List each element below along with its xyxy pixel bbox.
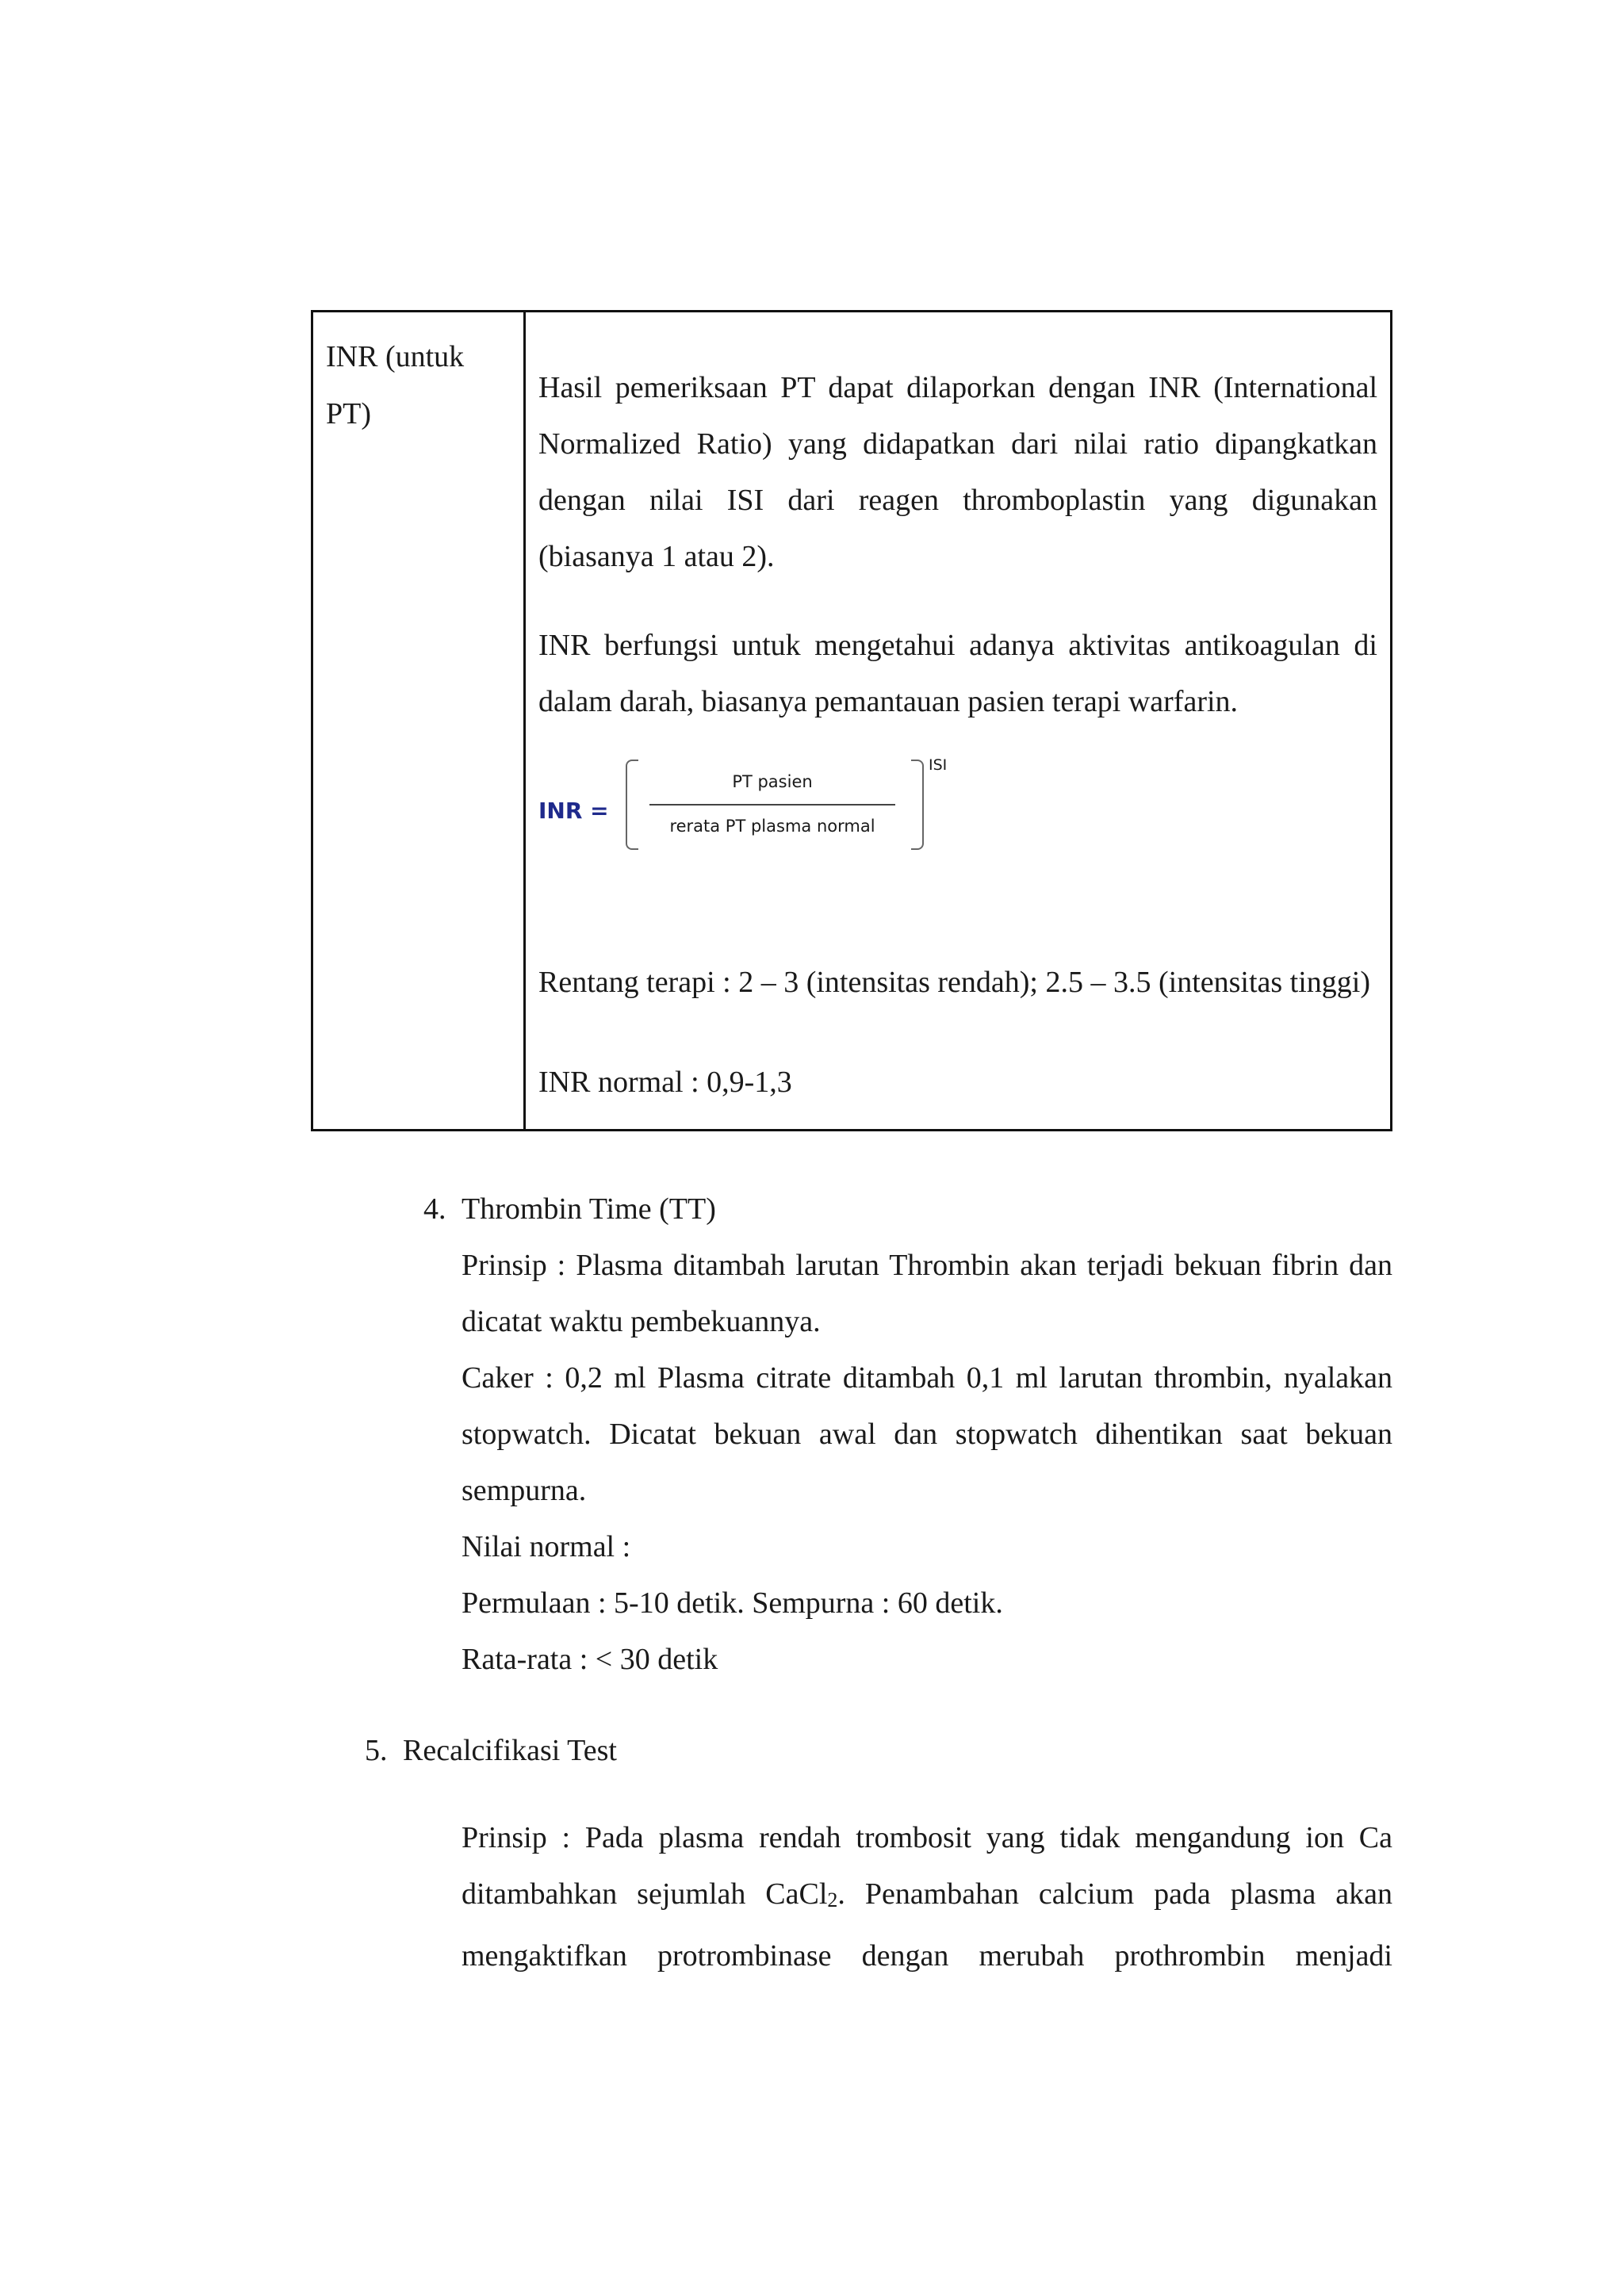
- item4-prinsip: Prinsip : Plasma ditambah larutan Thrombin akan terjadi bekuan fibrin dan dicatat waktu pembekuannya.: [462, 1249, 1392, 1338]
- item5-prinsip-subscript: 2: [827, 1888, 838, 1911]
- table-column-divider: [523, 312, 526, 1129]
- item4-rata-rata: Rata-rata : < 30 detik: [462, 1643, 718, 1676]
- item4-permulaan: Permulaan : 5-10 detik. Sempurna : 60 detik.: [462, 1586, 1003, 1620]
- item5-prinsip: [462, 1810, 1392, 1984]
- item5-heading: [365, 1723, 617, 1779]
- item4-caker: Caker : 0,2 ml Plasma citrate ditambah 0,1 ml larutan thrombin, nyalakan stopwatch. Dicatat bekuan awal dan stopwatch dihentikan saat bekuan sempurna.: [462, 1361, 1392, 1507]
- item4-number: 4.: [423, 1192, 446, 1226]
- inr-normal-paragraph: INR normal : 0,9-1,3: [538, 1066, 792, 1099]
- formula-lhs: INR =: [538, 798, 609, 824]
- item4-title: Thrombin Time (TT): [462, 1192, 716, 1226]
- item5-prinsip-part-a: Prinsip : Pada plasma rendah trombosit yang tidak mengandung ion Ca ditambahkan sejumlah CaCl: [462, 1821, 1392, 1911]
- formula-denominator: rerata PT plasma normal: [669, 817, 875, 836]
- formula-left-bracket: [626, 760, 638, 850]
- formula-exponent: ISI: [929, 756, 948, 774]
- item4-body: [462, 1238, 1392, 1688]
- formula-right-bracket: [911, 760, 924, 850]
- inr-formula: [538, 756, 1014, 859]
- therapy-range-paragraph: Rentang terapi : 2 – 3 (intensitas rendah); 2.5 – 3.5 (intensitas tinggi): [538, 966, 1371, 999]
- item5-title: Recalcifikasi Test: [403, 1734, 617, 1767]
- item5-prinsip-part-b: . Penambahan calcium pada plasma akan mengaktifkan protrombinase dengan merubah prothrombin menjadi: [462, 1877, 1392, 1973]
- inr-table: [311, 310, 1392, 1131]
- item4-heading: [423, 1181, 716, 1238]
- formula-numerator: PT pasien: [732, 772, 813, 791]
- inr-description-paragraph: Hasil pemeriksaan PT dapat dilaporkan dengan INR (International Normalized Ratio) yang didapatkan dari nilai ratio dipangkatkan dengan nilai ISI dari reagen thromboplastin yang digunakan (biasanya 1 atau 2).: [538, 371, 1377, 573]
- item4-nilai-normal: Nilai normal :: [462, 1530, 631, 1563]
- table-label-cell: INR (untuk PT): [326, 340, 465, 430]
- item5-body: [462, 1810, 1392, 1984]
- item5-number: 5.: [365, 1734, 388, 1767]
- formula-fraction-line: [649, 804, 895, 806]
- inr-function-paragraph: INR berfungsi untuk mengetahui adanya aktivitas antikoagulan di dalam darah, biasanya pemantauan pasien terapi warfarin.: [538, 629, 1377, 718]
